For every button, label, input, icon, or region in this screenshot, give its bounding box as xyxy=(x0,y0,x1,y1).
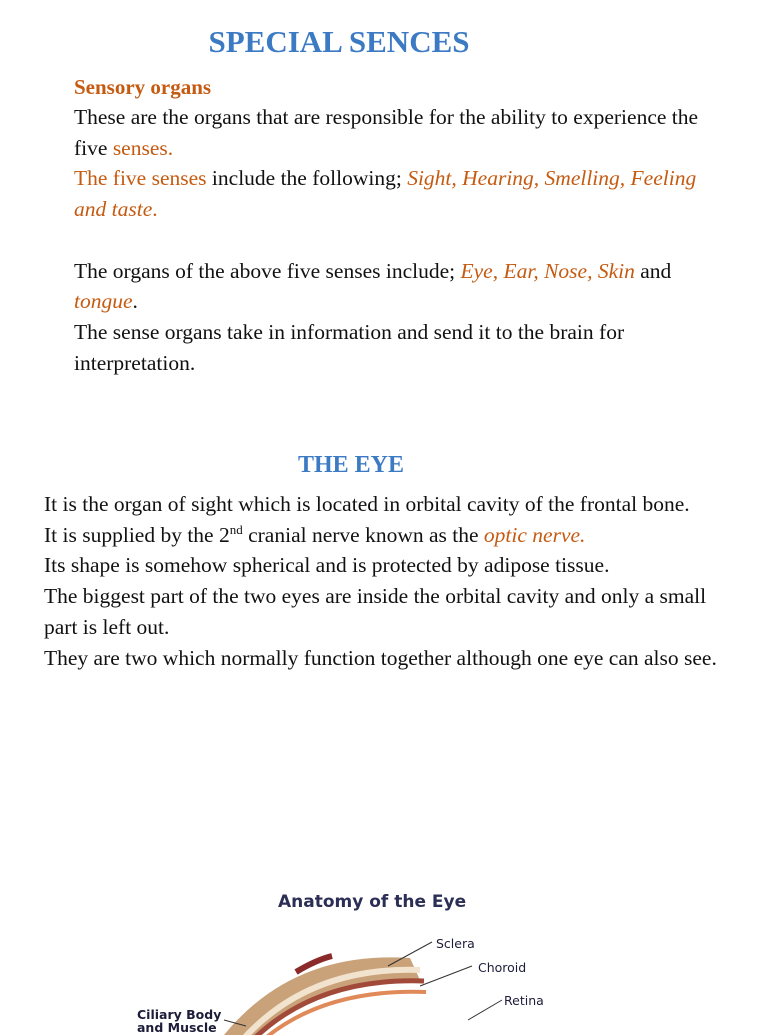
organs-text: The organs of the above five senses include; xyxy=(74,258,456,283)
organs-list: Eye, Ear, Nose, Skin xyxy=(460,258,635,283)
label-ciliary-muscle: and Muscle xyxy=(137,1020,217,1035)
sensory-definition-text: These are the organs that are responsible for the ability to experience the five xyxy=(74,105,699,160)
label-choroid: Choroid xyxy=(478,960,527,975)
five-senses-highlight: The five senses xyxy=(74,166,207,191)
tongue-highlight: tongue xyxy=(74,289,133,314)
choroid-leader xyxy=(420,966,472,986)
organs-end: . xyxy=(132,289,138,314)
eye-nerve-text-a: It is supplied by the 2 xyxy=(44,522,230,547)
optic-nerve-highlight: optic nerve. xyxy=(483,522,586,547)
retina-leader xyxy=(468,1000,502,1020)
label-retina: Retina xyxy=(504,993,544,1008)
eye-nerve-paragraph xyxy=(44,520,744,551)
senses-list-end: . xyxy=(152,197,158,222)
label-ciliary-body: Ciliary Body xyxy=(137,1007,222,1022)
label-sclera: Sclera xyxy=(436,936,475,951)
five-senses-text: include the following; xyxy=(211,166,402,191)
sensory-organs-section xyxy=(74,72,714,378)
eye-location-paragraph: It is the organ of sight which is located in orbital cavity of the frontal bone. xyxy=(44,492,690,516)
five-senses-paragraph xyxy=(74,163,714,224)
page-title: SPECIAL SENCES xyxy=(208,24,470,59)
blank-line xyxy=(74,225,714,256)
senses-list: Sight, Hearing, Smelling, Feeling and taste xyxy=(74,166,697,222)
organs-and: and xyxy=(640,258,672,283)
ordinal-suffix: nd xyxy=(229,521,243,537)
eye-cavity-paragraph: The biggest part of the two eyes are inside the orbital cavity and only a small part is left out. xyxy=(44,584,707,639)
sensory-definition-paragraph xyxy=(74,102,714,163)
eye-anatomy-figure xyxy=(120,880,580,1035)
eye-function-paragraph: They are two which normally function together although one eye can also see. xyxy=(44,645,717,670)
sense-organs-function-paragraph: The sense organs take in information and send it to the brain for interpretation. xyxy=(74,319,625,375)
eye-nerve-text-b: cranial nerve known as the xyxy=(248,522,479,547)
sensory-organs-heading: Sensory organs xyxy=(74,75,212,99)
organs-paragraph xyxy=(74,256,714,317)
eye-section xyxy=(44,489,744,673)
eye-heading: THE EYE xyxy=(297,452,405,478)
senses-highlight: senses. xyxy=(112,135,174,160)
figure-title: Anatomy of the Eye xyxy=(278,892,467,912)
eye-shape-paragraph: Its shape is somehow spherical and is protected by adipose tissue. xyxy=(44,553,610,578)
